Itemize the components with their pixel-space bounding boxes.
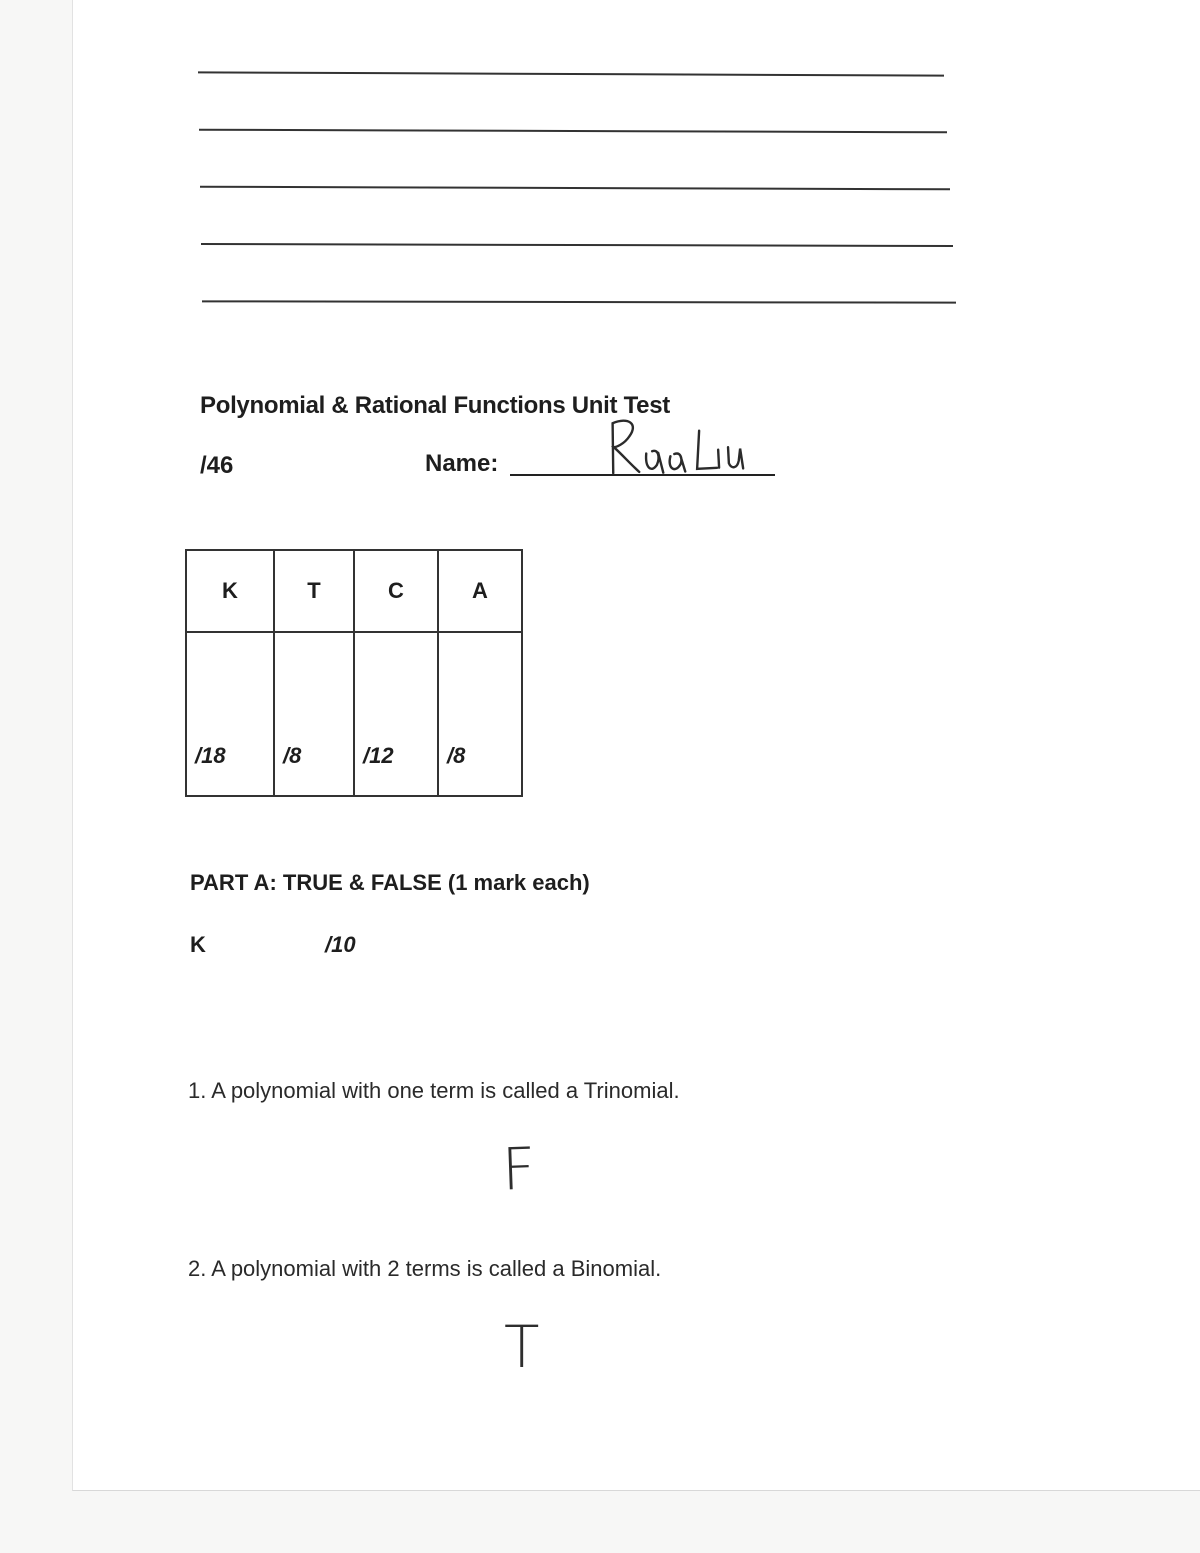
test-title: Polynomial & Rational Functions Unit Test [200, 392, 670, 419]
bleed-through-text [560, 625, 980, 649]
part-a-category-total: /10 [325, 932, 356, 957]
rubric-header-a: A [438, 550, 522, 632]
rubric-mark-k: /18 [186, 632, 274, 796]
total-marks: /46 [200, 452, 234, 479]
part-a-title: PART A: TRUE & FALSE (1 mark each) [190, 870, 590, 895]
rubric-header-row [186, 550, 522, 632]
rubric-header-t: T [274, 550, 354, 632]
rubric-mark-c: /12 [354, 632, 438, 796]
handwritten-name-strokes [598, 407, 772, 488]
rubric-header-k: K [186, 550, 274, 632]
handwritten-name [598, 408, 752, 488]
rubric-mark-a: /8 [438, 632, 522, 796]
rubric-mark-t: /8 [274, 632, 354, 796]
name-label: Name: [425, 450, 499, 477]
rubric-header-c: C [354, 550, 438, 632]
question-1: 1. A polynomial with one term is called a Trinomial. [188, 1078, 680, 1103]
question-1-answer: F [500, 1134, 537, 1204]
rubric-marks-row [186, 632, 522, 796]
part-a-category: K [190, 932, 206, 957]
question-2-answer: T [504, 1313, 540, 1381]
question-2: 2. A polynomial with 2 terms is called a Binomial. [188, 1256, 662, 1281]
rubric-table [185, 549, 523, 797]
